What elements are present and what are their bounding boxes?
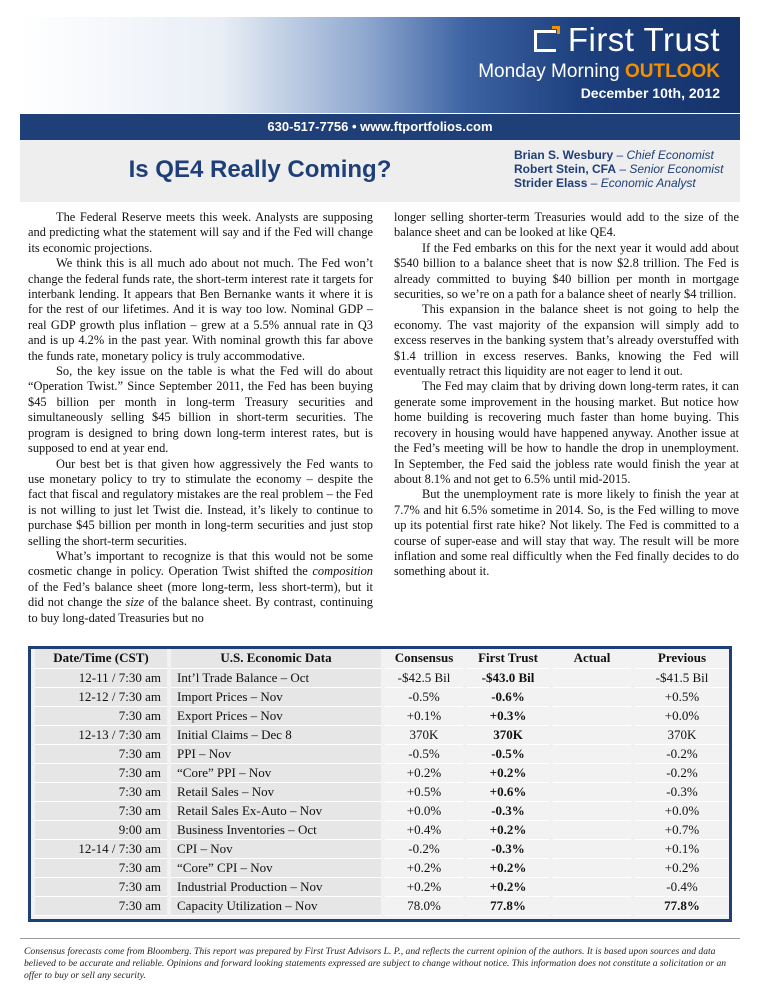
actual-cell — [551, 763, 633, 782]
date-time-cell: 12-12 / 7:30 am — [33, 687, 169, 706]
column-header: Consensus — [383, 649, 465, 668]
previous-cell: 77.8% — [633, 896, 729, 915]
indicator-cell: Import Prices – Nov — [169, 687, 383, 706]
table-row — [33, 839, 729, 858]
paragraph: This expansion in the balance sheet is not going to help the economy. The vast majority of the expansion will simply add to excess reserves in the banking system that’s already overstuffed with $1.4 trillion in excess reserves. Banks, knowing the Fed will eventually retract this liquidity are not eager to lend it out. — [394, 302, 739, 379]
disclaimer: Consensus forecasts come from Bloomberg. This report was prepared by First Trust Advisors L. P., and reflects the current opinion of the authors. It is based upon sources and data believed to be accurate and reliable. Opinions and forward looking statements expressed are subject to change without notice. This information does not constitute a solicitation or an offer to buy or sell any security. — [24, 946, 727, 981]
author-line: Strider Elass – Economic Analyst — [514, 176, 696, 190]
article-column-left — [28, 210, 373, 626]
table-header-row — [33, 649, 729, 668]
consensus-cell: +0.0% — [383, 801, 465, 820]
consensus-cell: -0.2% — [383, 839, 465, 858]
table-row — [33, 782, 729, 801]
header-banner — [20, 17, 740, 113]
table-row — [33, 877, 729, 896]
actual-cell — [551, 782, 633, 801]
consensus-cell: +0.5% — [383, 782, 465, 801]
date-time-cell: 7:30 am — [33, 858, 169, 877]
previous-cell: 370K — [633, 725, 729, 744]
column-header: Date/Time (CST) — [33, 649, 169, 668]
table-row — [33, 896, 729, 915]
previous-cell: +0.0% — [633, 706, 729, 725]
first-trust-cell: +0.3% — [465, 706, 551, 725]
actual-cell — [551, 820, 633, 839]
paragraph: If the Fed embarks on this for the next year it would add about $540 billion to a balance sheet that is now $2.8 trillion. The Fed is already committed to buying $40 billion per month in mortgage securities, so we’re on a path for a balance sheet of nearly $4 trillion. — [394, 240, 739, 302]
indicator-cell: Business Inventories – Oct — [169, 820, 383, 839]
first-trust-cell: +0.2% — [465, 858, 551, 877]
table-row — [33, 668, 729, 687]
author-line: Brian S. Wesbury – Chief Economist — [514, 148, 714, 162]
first-trust-cell: +0.2% — [465, 820, 551, 839]
indicator-cell: Int’l Trade Balance – Oct — [169, 668, 383, 687]
consensus-cell: -0.5% — [383, 744, 465, 763]
consensus-cell: -$42.5 Bil — [383, 668, 465, 687]
actual-cell — [551, 896, 633, 915]
contact-bar[interactable]: 630-517-7756 • www.ftportfolios.com — [20, 114, 740, 140]
first-trust-cell: -0.6% — [465, 687, 551, 706]
previous-cell: -0.3% — [633, 782, 729, 801]
column-header: Previous — [633, 649, 729, 668]
title-bar — [20, 140, 740, 202]
date-time-cell: 7:30 am — [33, 782, 169, 801]
first-trust-logo-icon — [532, 26, 560, 54]
first-trust-cell: +0.6% — [465, 782, 551, 801]
previous-cell: -0.2% — [633, 763, 729, 782]
first-trust-cell: 370K — [465, 725, 551, 744]
table-row — [33, 801, 729, 820]
date-time-cell: 7:30 am — [33, 801, 169, 820]
indicator-cell: Export Prices – Nov — [169, 706, 383, 725]
first-trust-cell: +0.2% — [465, 877, 551, 896]
table-row — [33, 820, 729, 839]
article-title: Is QE4 Really Coming? — [128, 156, 392, 183]
actual-cell — [551, 877, 633, 896]
table-row — [33, 763, 729, 782]
actual-cell — [551, 706, 633, 725]
indicator-cell: Retail Sales – Nov — [169, 782, 383, 801]
actual-cell — [551, 839, 633, 858]
actual-cell — [551, 801, 633, 820]
paragraph: What’s important to recognize is that this would not be some cosmetic change in policy. Operation Twist shifted the composition of the Fed’s balance sheet (more long-term, less short-term), but it did not change the size of the balance sheet. By contrast, continuing to buy long-dated Treasuries but no — [28, 548, 373, 625]
paragraph: We think this is all much ado about not much. The Fed won’t change the federal funds rate, the short-term interest rate it targets for interbank lending. It appears that Ben Bernanke wants it where it is for the rest of our lifetimes. And it is way too low. Nominal GDP – real GDP growth plus inflation – grew at a 5.5% annual rate in Q3 and is up 4.2% in the past year. With nominal growth this far above the funds rate, monetary policy is truly accommodative. — [28, 256, 373, 363]
previous-cell: -$41.5 Bil — [633, 668, 729, 687]
author-list — [514, 148, 723, 190]
table-row — [33, 687, 729, 706]
brand-logo — [532, 21, 720, 59]
author-line: Robert Stein, CFA – Senior Economist — [514, 162, 724, 176]
date-time-cell: 7:30 am — [33, 877, 169, 896]
paragraph: So, the key issue on the table is what the Fed will do about “Operation Twist.” Since September 2011, the Fed has been buying $45 billion per month in long-term Treasury securities and simultaneously selling $45 billion in short-term securities. The program is designed to bring down long-term interest rates, but is supposed to end at year end. — [28, 364, 373, 456]
table-row — [33, 706, 729, 725]
previous-cell: -0.4% — [633, 877, 729, 896]
table-row — [33, 725, 729, 744]
first-trust-cell: -0.5% — [465, 744, 551, 763]
publication-name: Monday Morning OUTLOOK — [478, 61, 720, 82]
first-trust-cell: -0.3% — [465, 801, 551, 820]
paragraph: longer selling shorter-term Treasuries would add to the size of the balance sheet and can be looked at like QE4. — [394, 210, 739, 240]
first-trust-cell: -0.3% — [465, 839, 551, 858]
paragraph: The Fed may claim that by driving down long-term rates, it can generate some improvement in the housing market. But notice how home building is recovering much faster than home buying. This recovery in housing would have happened anyway. Another issue at the Fed’s meeting will be how to handle the drop in unemployment. In September, the Fed said the jobless rate would finish the year at about 8.1% and not get to 6.5% until mid-2015. — [394, 379, 739, 486]
date-time-cell: 12-14 / 7:30 am — [33, 839, 169, 858]
consensus-cell: +0.2% — [383, 858, 465, 877]
indicator-cell: Capacity Utilization – Nov — [169, 896, 383, 915]
consensus-cell: +0.2% — [383, 763, 465, 782]
article-column-right — [394, 210, 739, 580]
date-time-cell: 9:00 am — [33, 820, 169, 839]
date-time-cell: 7:30 am — [33, 896, 169, 915]
date-time-cell: 12-11 / 7:30 am — [33, 668, 169, 687]
consensus-cell: +0.1% — [383, 706, 465, 725]
column-header: Actual — [551, 649, 633, 668]
column-header: First Trust — [465, 649, 551, 668]
previous-cell: +0.7% — [633, 820, 729, 839]
first-trust-cell: +0.2% — [465, 763, 551, 782]
indicator-cell: PPI – Nov — [169, 744, 383, 763]
table-row — [33, 858, 729, 877]
indicator-cell: Retail Sales Ex-Auto – Nov — [169, 801, 383, 820]
date-time-cell: 7:30 am — [33, 706, 169, 725]
first-trust-cell: -$43.0 Bil — [465, 668, 551, 687]
table-row — [33, 744, 729, 763]
paragraph: But the unemployment rate is more likely to finish the year at 7.7% and hit 6.5% sometime in 2014. So, is the Fed willing to move up its potential first rate hike? Not likely. The Fed is committed to a course of super-ease and will stay that way. The result will be more inflation and some real difficultly when the Fed finally decides to do something about it. — [394, 487, 739, 579]
consensus-cell: +0.4% — [383, 820, 465, 839]
actual-cell — [551, 858, 633, 877]
brand-name: First Trust — [567, 21, 720, 58]
previous-cell: +0.5% — [633, 687, 729, 706]
actual-cell — [551, 668, 633, 687]
date-time-cell: 7:30 am — [33, 763, 169, 782]
column-header: U.S. Economic Data — [169, 649, 383, 668]
indicator-cell: Initial Claims – Dec 8 — [169, 725, 383, 744]
publication-date: December 10th, 2012 — [580, 85, 720, 101]
actual-cell — [551, 725, 633, 744]
economic-data-table — [28, 646, 732, 922]
consensus-cell: +0.2% — [383, 877, 465, 896]
consensus-cell: 78.0% — [383, 896, 465, 915]
paragraph: The Federal Reserve meets this week. Analysts are supposing and predicting what the statement will say and if the Fed will change its economic projections. — [28, 210, 373, 255]
actual-cell — [551, 687, 633, 706]
indicator-cell: “Core” CPI – Nov — [169, 858, 383, 877]
previous-cell: +0.2% — [633, 858, 729, 877]
date-time-cell: 12-13 / 7:30 am — [33, 725, 169, 744]
first-trust-cell: 77.8% — [465, 896, 551, 915]
footer-divider — [20, 938, 740, 939]
previous-cell: +0.1% — [633, 839, 729, 858]
consensus-cell: -0.5% — [383, 687, 465, 706]
actual-cell — [551, 744, 633, 763]
consensus-cell: 370K — [383, 725, 465, 744]
previous-cell: -0.2% — [633, 744, 729, 763]
indicator-cell: “Core” PPI – Nov — [169, 763, 383, 782]
paragraph: Our best bet is that given how aggressively the Fed wants to use monetary policy to try to stimulate the economy – despite the fact that fiscal and regulatory mistakes are the real problem – the Fed is not willing to just let Twist die. Instead, it’s likely to continue to purchase $45 billion per month in long-term securities and just stop selling the short-term securities. — [28, 456, 373, 548]
indicator-cell: Industrial Production – Nov — [169, 877, 383, 896]
date-time-cell: 7:30 am — [33, 744, 169, 763]
previous-cell: +0.0% — [633, 801, 729, 820]
indicator-cell: CPI – Nov — [169, 839, 383, 858]
